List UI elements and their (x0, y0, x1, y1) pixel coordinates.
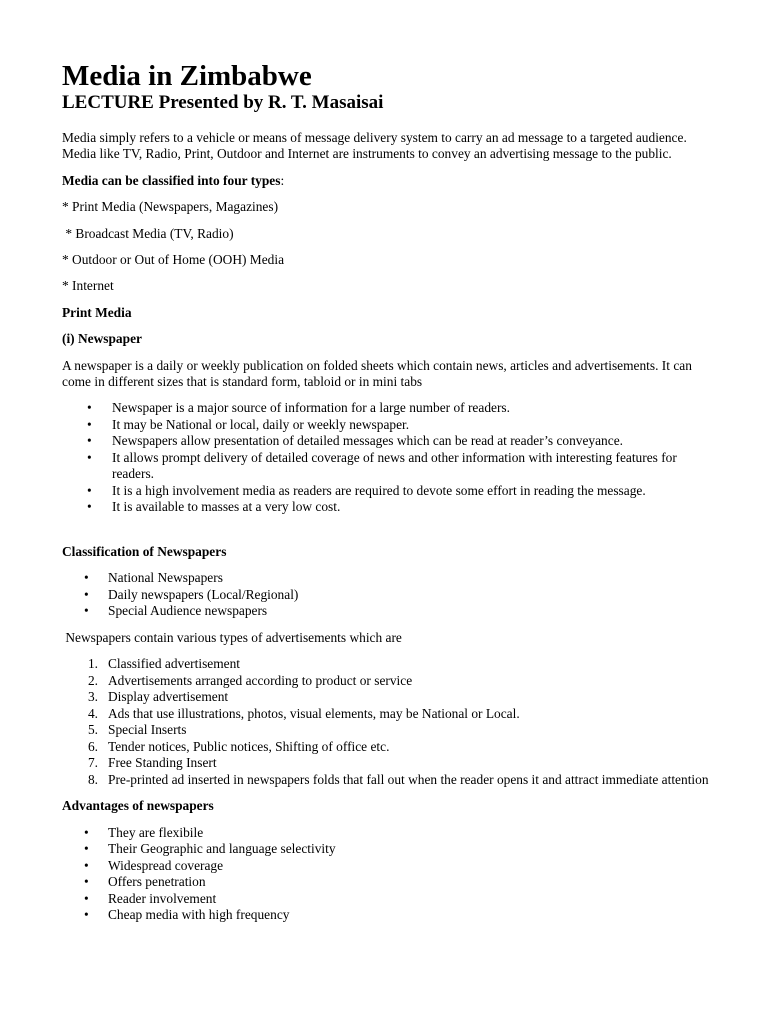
list-item (62, 433, 712, 450)
types-heading-line (62, 173, 712, 189)
list-item (62, 755, 712, 772)
bullet-marker: • (84, 874, 89, 890)
advantages-list (62, 825, 712, 924)
list-item-text: Cheap media with high frequency (108, 907, 290, 923)
list-number: 3. (87, 689, 98, 705)
list-item (62, 858, 712, 875)
list-number: 7. (87, 755, 98, 771)
list-number: 4. (87, 705, 98, 721)
list-item-text: Newspaper is a major source of information for a large number of readers. (112, 400, 510, 416)
type-item: * Print Media (Newspapers, Magazines) (62, 199, 279, 215)
list-item-text: Daily newspapers (Local/Regional) (108, 586, 299, 602)
bullet-marker: • (84, 857, 89, 873)
bullet-marker: • (84, 841, 89, 857)
list-item-text: Ads that use illustrations, photos, visual elements, may be National or Local. (108, 705, 520, 721)
list-item-text: National Newspapers (108, 570, 223, 586)
list-item-text: It may be National or local, daily or weekly newspaper. (112, 416, 410, 432)
type-item: * Outdoor or Out of Home (OOH) Media (62, 252, 285, 268)
list-item-text: Classified advertisement (108, 656, 241, 672)
list-item-text: Tender notices, Public notices, Shifting of office etc. (108, 738, 390, 754)
bullet-marker: • (84, 890, 89, 906)
list-item-text: Offers penetration (108, 874, 206, 890)
list-item (62, 587, 712, 604)
list-item-text: Free Standing Insert (108, 755, 217, 771)
list-item (62, 825, 712, 842)
list-item (62, 874, 712, 891)
type-item: * Broadcast Media (TV, Radio) (62, 225, 234, 241)
list-item-text: Newspapers allow presentation of detailed messages which can be read at reader’s conveyance. (112, 433, 623, 449)
list-item-text: It is available to masses at a very low cost. (112, 499, 341, 515)
list-number: 1. (87, 656, 98, 672)
list-item-text: Pre-printed ad inserted in newspapers folds that fall out when the reader opens it and attract immediate attention (108, 771, 709, 787)
print-media-heading: Print Media (62, 304, 132, 320)
list-number: 8. (87, 771, 98, 787)
bullet-marker: • (87, 449, 92, 465)
list-item (62, 483, 712, 500)
bullet-marker: • (84, 586, 89, 602)
types-heading: Media can be classified into four types (62, 172, 281, 188)
list-item (62, 400, 712, 417)
list-number: 6. (87, 738, 98, 754)
list-item (62, 673, 712, 690)
list-number: 5. (87, 722, 98, 738)
newspaper-points-list (62, 400, 712, 516)
document-page (62, 60, 712, 934)
bullet-marker: • (87, 499, 92, 515)
list-item-text: Advertisements arranged according to product or service (108, 672, 413, 688)
list-item (62, 739, 712, 756)
types-colon: : (280, 172, 285, 188)
list-number: 2. (87, 672, 98, 688)
list-item-text: Widespread coverage (108, 857, 224, 873)
list-item-text: It is a high involvement media as readers are required to devote some effort in reading the message. (112, 482, 646, 498)
bullet-marker: • (84, 907, 89, 923)
bullet-marker: • (87, 482, 92, 498)
list-item (62, 907, 712, 924)
list-item (62, 656, 712, 673)
advantages-heading: Advantages of newspapers (62, 798, 214, 814)
spacer (62, 526, 712, 544)
list-item (62, 891, 712, 908)
document-title: Media in Zimbabwe (62, 60, 312, 92)
list-item (62, 722, 712, 739)
list-item (62, 570, 712, 587)
document-subtitle: LECTURE Presented by R. T. Masaisai (62, 92, 384, 113)
list-item (62, 450, 712, 483)
list-item (62, 689, 712, 706)
ad-types-list (62, 656, 712, 788)
list-item-text: It allows prompt delivery of detailed coverage of news and other information with interesting features for readers. (112, 449, 677, 482)
type-item: * Internet (62, 278, 114, 294)
intro-paragraph: Media simply refers to a vehicle or means of message delivery system to carry an ad message to a targeted audience. Media like TV, Radio, Print, Outdoor and Internet are instruments to convey an advertising message to the public. (62, 130, 687, 162)
bullet-marker: • (84, 824, 89, 840)
bullet-marker: • (87, 416, 92, 432)
bullet-marker: • (84, 603, 89, 619)
list-item-text: Special Inserts (108, 722, 187, 738)
list-item (62, 603, 712, 620)
newspaper-heading: (i) Newspaper (62, 331, 142, 347)
classification-list (62, 570, 712, 620)
list-item-text: Reader involvement (108, 890, 217, 906)
list-item-text: Their Geographic and language selectivity (108, 841, 336, 857)
list-item (62, 417, 712, 434)
bullet-marker: • (87, 433, 92, 449)
list-item (62, 772, 712, 789)
list-item-text: Display advertisement (108, 689, 229, 705)
bullet-marker: • (84, 570, 89, 586)
newspaper-intro: A newspaper is a daily or weekly publication on folded sheets which contain news, articles and advertisements. It can come in different sizes that is standard form, tabloid or in mini tabs (62, 357, 692, 390)
list-item-text: Special Audience newspapers (108, 603, 268, 619)
classification-heading: Classification of Newspapers (62, 543, 227, 559)
ad-types-intro: Newspapers contain various types of advertisements which are (62, 629, 402, 645)
list-item (62, 841, 712, 858)
list-item (62, 499, 712, 516)
list-item (62, 706, 712, 723)
bullet-marker: • (87, 400, 92, 416)
list-item-text: They are flexibile (108, 824, 204, 840)
